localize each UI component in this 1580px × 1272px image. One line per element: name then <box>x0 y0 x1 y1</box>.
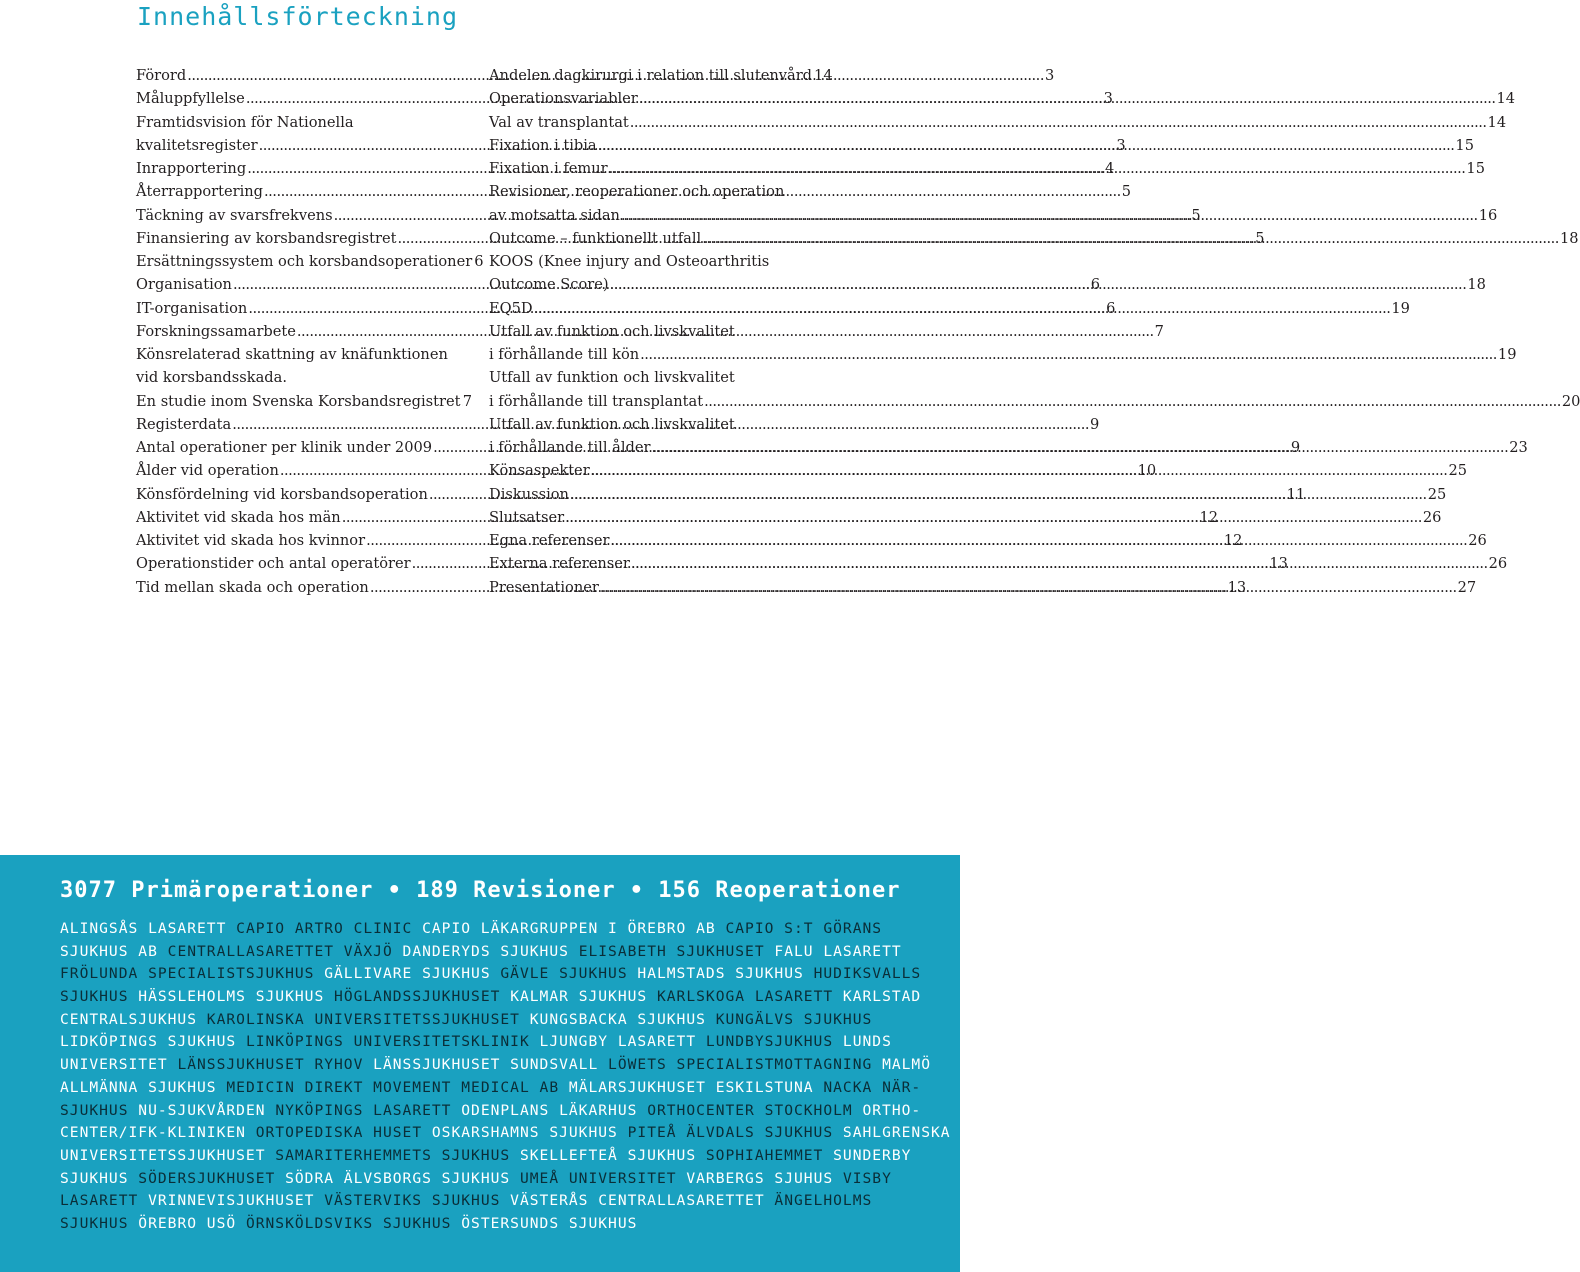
toc-entry-title: Operationsvariabler <box>489 90 638 108</box>
hospital-line <box>60 986 950 1009</box>
hospital-name: FRÖLUNDA SPECIALISTSJUKHUS <box>60 965 325 983</box>
toc-entry-title: Ålder vid operation <box>136 462 279 480</box>
toc-entry-page: 11 <box>1286 485 1306 503</box>
hospital-name: ÖSTERSUNDS SJUKHUS <box>461 1214 638 1232</box>
toc-entry[interactable] <box>136 111 472 134</box>
toc-entry-page: 14 <box>1496 90 1516 108</box>
operation-stats: 3077 Primäroperationer • 189 Revisioner • 156 Reoperationer <box>60 878 901 903</box>
toc-entry-page: 3 <box>1116 136 1126 154</box>
hospital-name: ORTHOCENTER STOCKHOLM <box>647 1101 863 1119</box>
toc-entry[interactable] <box>489 250 826 273</box>
hospital-name: OSKARSHAMNS SJUKHUS <box>431 1124 628 1142</box>
toc-leader-dots <box>598 134 1455 157</box>
toc-entry[interactable] <box>489 390 1580 413</box>
hospital-line <box>60 1077 950 1100</box>
toc-entry[interactable] <box>489 320 826 343</box>
hospital-name: ÖREBRO USÖ <box>138 1214 246 1232</box>
toc-entry-title: kvalitetsregister <box>136 136 258 154</box>
toc-entry-title: Presentationer <box>489 578 599 596</box>
toc-entry-title: Egna referenser <box>489 532 610 549</box>
toc-entry[interactable] <box>136 366 472 389</box>
toc-entry-page: 18 <box>1467 276 1486 294</box>
toc-leader-dots <box>704 390 1561 413</box>
toc-leader-dots <box>591 459 1448 482</box>
toc-leader-dots <box>651 436 1508 459</box>
toc-entry-page: 18 <box>1559 229 1579 247</box>
toc-entry-title: Aktivitet vid skada hos män <box>136 508 341 526</box>
toc-entry-title: Könsaspekter <box>489 462 590 480</box>
hospital-name: CAPIO S:T GÖRANS <box>725 920 883 937</box>
toc-leader-dots <box>631 552 1488 575</box>
toc-entry[interactable] <box>489 111 1507 134</box>
hospital-name: HUDIKSVALLS <box>813 965 922 983</box>
hospital-name: GÄVLE SJUKHUS <box>500 965 638 983</box>
toc-entry[interactable] <box>136 343 472 366</box>
toc-entry[interactable] <box>489 366 826 389</box>
toc-entry-page: 6 <box>1106 299 1116 317</box>
hospital-name: LJUNGBY LASARETT <box>539 1033 706 1051</box>
hospital-name: DANDERYDS SJUKHUS <box>402 942 579 960</box>
toc-entry-title: Externa referenser <box>489 555 630 573</box>
toc-entry-title: Outcome – funktionellt utfall <box>489 229 702 247</box>
hospital-name: ÄNGELHOLMS <box>774 1192 873 1210</box>
hospital-name: FALU LASARETT <box>774 942 902 960</box>
toc-entry-title: EQ5D <box>489 299 533 317</box>
toc-entry[interactable] <box>489 343 1517 366</box>
hospital-name: KUNGÄLVS SJUKHUS <box>715 1010 873 1028</box>
toc-entry-title: Aktivitet vid skada hos kvinnor <box>136 532 366 549</box>
hospital-name: UNIVERSITET <box>60 1056 178 1074</box>
hospital-name: CENTRALSJUKHUS <box>60 1010 207 1028</box>
hospital-name: KUNGSBACKA SJUKHUS <box>529 1010 716 1028</box>
toc-entry-page: 26 <box>1488 555 1508 573</box>
toc-entry-page: 25 <box>1427 485 1447 503</box>
toc-entry-page: 9 <box>1089 415 1100 433</box>
hospital-name: KAROLINSKA UNIVERSITETSSJUKHUSET <box>206 1010 530 1028</box>
hospital-name: VRINNEVISJUKHUSET <box>148 1192 325 1210</box>
hospital-name: LUNDS <box>842 1033 892 1051</box>
toc-entry-title: i förhållande till transplantat <box>489 392 704 410</box>
toc-entry-page: 6 <box>474 253 484 270</box>
hospital-line <box>60 1190 950 1213</box>
hospital-name: ORTOPEDISKA HUSET <box>255 1124 432 1142</box>
toc-entry-title: Revisioner, reoperationer och operation <box>489 183 785 201</box>
hospital-name: LINKÖPINGS UNIVERSITETSKLINIK <box>245 1033 540 1051</box>
hospital-name: ORTHO- <box>862 1101 922 1119</box>
toc-entry[interactable] <box>489 227 1579 250</box>
toc-entry-title: Val av transplantat <box>489 113 629 131</box>
toc-entry-title: Ersättningssystem och korsbandsoperationer <box>136 253 473 270</box>
hospital-name: NACKA NÄR- <box>823 1078 922 1096</box>
hospital-name: MEDICIN DIREKT MOVEMENT MEDICAL AB <box>226 1078 569 1096</box>
hospital-line <box>60 1145 950 1168</box>
toc-entry-page: 5 <box>1191 206 1201 224</box>
hospital-name: LÖWETS SPECIALISTMOTTAGNING <box>608 1056 883 1074</box>
hospital-line <box>60 941 950 964</box>
hospital-name: SJUKHUS <box>60 1169 139 1187</box>
toc-entry-page: 7 <box>1154 322 1164 340</box>
hospital-name: VISBY <box>842 1169 892 1187</box>
hospital-name: SAHLGRENSKA <box>842 1124 951 1142</box>
hospital-name: SOPHIAHEMMET <box>705 1146 834 1164</box>
toc-entry-page: 19 <box>1391 299 1410 317</box>
hospital-name: LASARETT <box>60 1192 149 1210</box>
hospital-line <box>60 1009 950 1032</box>
hospital-line <box>60 1122 950 1145</box>
toc-entry-title: Registerdata <box>136 415 232 433</box>
toc-leader-dots <box>639 87 1496 110</box>
hospital-name: CAPIO ARTRO CLINIC <box>236 920 423 937</box>
toc-entry-page: 16 <box>1478 206 1498 224</box>
hospital-name: ÖRNSKÖLDSVIKS SJUKHUS <box>245 1214 462 1232</box>
toc-entry-page: 26 <box>1422 508 1442 526</box>
hospital-name: NU-SJUKVÅRDEN <box>138 1101 276 1119</box>
toc-leader-dots <box>534 297 1391 320</box>
toc-entry-page: 25 <box>1448 462 1468 480</box>
toc-entry-title: Outcome Score) <box>489 276 609 294</box>
toc-leader-dots <box>702 227 1559 250</box>
hospital-name: LÄNSSJUKHUSET RYHOV <box>177 1056 374 1074</box>
toc-entry-page: 14 <box>1487 113 1507 131</box>
toc-entry-title: Måluppfyllelse <box>136 90 245 108</box>
toc-entry-title: Finansiering av korsbandsregistret <box>136 229 397 247</box>
hospital-name: ALLMÄNNA SJUKHUS <box>60 1078 227 1096</box>
toc-entry-title: i förhållande till ålder <box>489 439 651 456</box>
toc-entry-title: Könsrelaterad skattning av knäfunktionen <box>136 346 448 363</box>
hospital-name: VÄSTERÅS CENTRALLASARETTET <box>510 1192 775 1210</box>
hospital-line <box>60 1031 950 1054</box>
hospital-name: SJUKHUS <box>60 1101 139 1119</box>
toc-entry[interactable] <box>489 273 1486 296</box>
toc-entry-title: Återrapportering <box>136 183 264 201</box>
toc-entry-page: 13 <box>1269 555 1288 573</box>
toc-entry-page: 3 <box>1103 90 1113 108</box>
hospital-name: PITEÅ ÄLVDALS SJUKHUS <box>627 1124 843 1142</box>
page-title: Innehållsförteckning <box>137 2 459 31</box>
hospital-name: SKELLEFTEÅ SJUKHUS <box>519 1146 706 1164</box>
toc-entry-title: En studie inom Svenska Korsbandsregistret <box>136 392 461 410</box>
hospital-name: SJUKHUS <box>60 1214 139 1232</box>
toc-entry-page: 12 <box>1199 508 1219 526</box>
hospital-name: VARBERGS SJUHUS <box>686 1169 843 1187</box>
toc-leader-dots <box>611 529 1468 552</box>
hospital-name: SJUKHUS <box>60 988 139 1006</box>
toc-entry[interactable] <box>489 180 826 203</box>
toc-leader-dots <box>630 111 1487 134</box>
hospital-name: SJUKHUS AB <box>60 942 168 960</box>
hospital-name: MALMÖ <box>882 1056 931 1074</box>
toc-entry[interactable] <box>136 250 484 273</box>
hospital-line <box>60 918 950 941</box>
toc-leader-dots <box>600 576 1457 599</box>
toc-entry-page: 12 <box>1223 532 1243 549</box>
toc-entry-title: Könsfördelning vid korsbandsoperation <box>136 485 428 503</box>
toc-leader-dots <box>570 483 1427 506</box>
hospital-name: GÄLLIVARE SJUKHUS <box>324 965 501 983</box>
toc-entry-page: 19 <box>1497 346 1517 363</box>
hospital-line <box>60 1213 950 1236</box>
toc-entry-page: 13 <box>1227 578 1247 596</box>
hospital-name: LIDKÖPINGS SJUKHUS <box>60 1033 246 1051</box>
toc-entry-title: Slutsatser <box>489 508 565 526</box>
toc-leader-dots <box>609 157 1466 180</box>
hospital-name: CENTRALLASARETTET VÄXJÖ <box>167 942 403 960</box>
toc-leader-dots <box>640 343 1497 366</box>
toc-entry-page: 15 <box>1455 136 1474 154</box>
toc-entry-title: Operationstider och antal operatörer <box>136 555 411 573</box>
toc-entry-page: 7 <box>462 392 472 410</box>
toc-entry[interactable] <box>489 64 833 87</box>
toc-entry-title: Fixation i femur <box>489 160 608 177</box>
toc-entry[interactable] <box>489 134 1474 157</box>
toc-entry-page: 27 <box>1457 578 1477 596</box>
toc-entry-page: 9 <box>1290 439 1301 456</box>
toc-entry-page: 15 <box>1466 160 1485 177</box>
toc-entry[interactable] <box>489 204 1498 227</box>
toc-entry-title: Forskningssamarbete <box>136 322 296 340</box>
toc-entry-page: 3 <box>1044 67 1055 84</box>
toc-entry-page: 14 <box>814 67 833 84</box>
toc-entry-title: Förord <box>136 67 187 84</box>
hospital-name: VÄSTERVIKS SJUKHUS <box>324 1192 511 1210</box>
hospital-name: UMEÅ UNIVERSITET <box>519 1169 687 1187</box>
hospital-name: UNIVERSITETSSJUKHUSET <box>60 1146 276 1164</box>
toc-leader-dots <box>610 273 1467 296</box>
hospital-line <box>60 1054 950 1077</box>
toc-entry-title: vid korsbandsskada. <box>136 369 287 387</box>
hospital-name: ODENPLANS LÄKARHUS <box>461 1101 648 1119</box>
hospital-name: NYKÖPINGS LASARETT <box>275 1101 462 1119</box>
toc-entry-title: Andelen dagkirurgi i relation till slutenvård <box>489 67 813 84</box>
toc-entry-title: Diskussion <box>489 485 569 503</box>
hospital-name: MÄLARSJUKHUSET ESKILSTUNA <box>568 1078 824 1096</box>
toc-leader-dots <box>621 204 1478 227</box>
toc-entry-title: Utfall av funktion och livskvalitet <box>489 369 735 387</box>
toc-entry[interactable] <box>489 297 1410 320</box>
toc-entry-page: 5 <box>1121 183 1132 201</box>
toc-entry[interactable] <box>136 390 472 413</box>
hospital-name: SÖDERSJUKHUSET <box>138 1169 286 1187</box>
hospital-name: HÄSSLEHOLMS SJUKHUS <box>138 988 335 1006</box>
toc-entry-title: Tid mellan skada och operation <box>136 578 369 596</box>
hospital-name: SÖDRA ÄLVSBORGS SJUKHUS <box>285 1169 520 1187</box>
toc-entry-title: KOOS (Knee injury and Osteoarthritis <box>489 253 770 270</box>
hospital-line <box>60 963 950 986</box>
toc-entry-page: 4 <box>1104 160 1115 177</box>
toc-leader-dots <box>565 506 1422 529</box>
hospital-name: ELISABETH SJUKHUSET <box>578 942 775 960</box>
toc-entry-page: 20 <box>1561 392 1580 410</box>
toc-entry-page: 6 <box>1090 276 1101 294</box>
hospital-name: ALINGSÅS LASARETT <box>60 920 237 937</box>
toc-entry-title: Utfall av funktion och livskvalitet <box>489 322 735 340</box>
toc-entry-title: i förhållande till kön <box>489 346 640 363</box>
toc-entry-title: Antal operationer per klinik under 2009 <box>136 439 433 456</box>
toc-entry-title: Inrapportering <box>136 160 247 177</box>
hospital-list <box>60 918 950 1236</box>
hospital-name: SUNDERBY <box>833 1146 912 1164</box>
hospital-name: LÄNSSJUKHUSET SUNDSVALL <box>373 1056 609 1074</box>
toc-entry-page: 10 <box>1137 462 1157 480</box>
toc-entry[interactable] <box>489 157 1485 180</box>
hospital-line <box>60 1168 950 1191</box>
hospital-name: KALMAR SJUKHUS <box>510 988 657 1006</box>
hospital-name: SAMARITERHEMMETS SJUKHUS <box>275 1146 520 1164</box>
hospital-name: CAPIO LÄKARGRUPPEN I ÖREBRO AB <box>422 920 726 937</box>
toc-entry-title: IT-organisation <box>136 299 248 317</box>
toc-entry-page: 23 <box>1509 439 1528 456</box>
toc-entry-title: av motsatta sidan <box>489 206 620 224</box>
toc-entry[interactable] <box>489 436 1528 459</box>
hospital-name: LUNDBYSJUKHUS <box>705 1033 843 1051</box>
hospital-line <box>60 1100 950 1123</box>
hospital-name: HÖGLANDSSJUKHUSET <box>334 988 511 1006</box>
hospital-name: KARLSKOGA LASARETT <box>656 988 843 1006</box>
toc-entry[interactable] <box>489 413 826 436</box>
hospital-name: CENTER/IFK-KLINIKEN <box>60 1124 256 1142</box>
toc-entry-title: Utfall av funktion och livskvalitet <box>489 415 735 433</box>
toc-entry-page: 26 <box>1468 532 1487 549</box>
toc-entry[interactable] <box>489 87 1516 110</box>
hospital-name: HALMSTADS SJUKHUS <box>637 965 814 983</box>
toc-entry-title: Täckning av svarsfrekvens <box>136 206 333 224</box>
hospital-name: KARLSTAD <box>842 988 922 1006</box>
toc-entry-title: Framtidsvision för Nationella <box>136 113 354 131</box>
toc-entry-title: Organisation <box>136 276 232 294</box>
toc-entry-title: Fixation i tibia <box>489 136 597 154</box>
toc-entry-page: 5 <box>1255 229 1265 247</box>
